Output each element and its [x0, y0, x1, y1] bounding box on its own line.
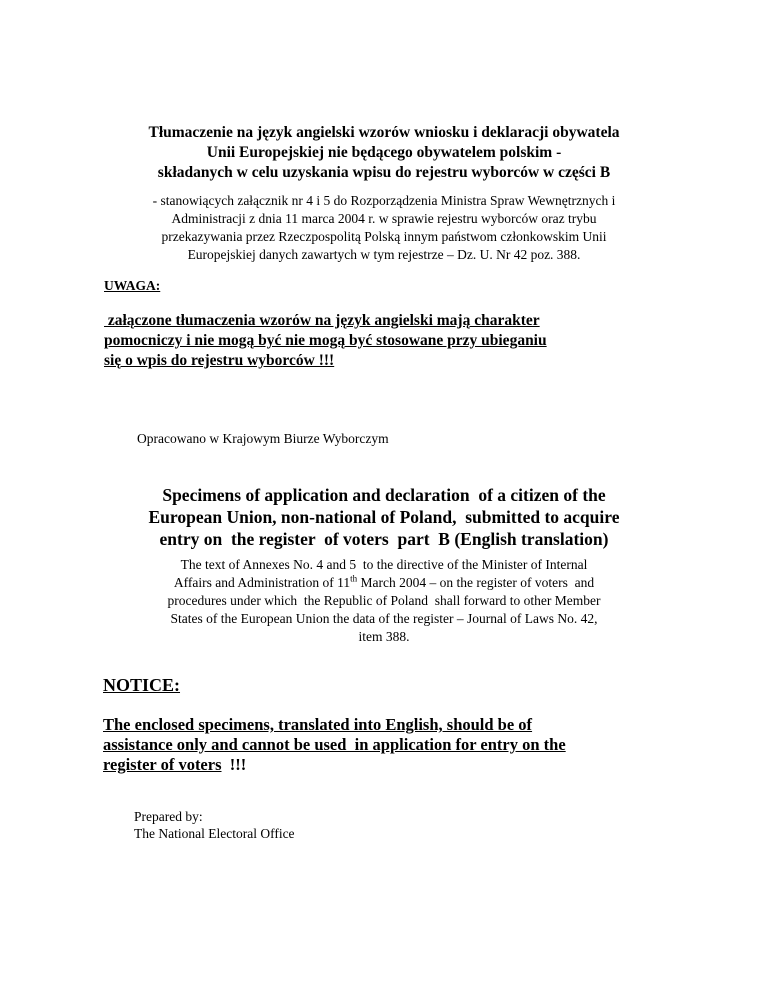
polish-title-line: składanych w celu uzyskania wpisu do rejestru wyborców w części B [157, 164, 611, 181]
polish-reference-line: Administracji z dnia 11 marca 2004 r. w sprawie rejestru wyborców oraz trybu [171, 211, 597, 226]
polish-notice-line: załączone tłumaczenia wzorów na język angielski mają charakter [104, 312, 540, 329]
english-title-line: entry on the register of voters part B (English translation) [159, 529, 609, 549]
polish-title-line: Unii Europejskiej nie będącego obywatelem polskim - [206, 144, 562, 161]
english-reference-text: March 2004 – on the register of voters and [357, 575, 595, 590]
english-reference-line [95, 574, 673, 592]
polish-title [60, 123, 708, 183]
polish-reference-line: przekazywania przez Rzeczpospolitą Polską innym państwom członkowskim Unii [161, 229, 607, 244]
polish-reference [100, 192, 668, 264]
english-notice-underlined: The enclosed specimens, translated into English, should be of [103, 715, 533, 734]
english-notice-underlined: register of voters [103, 755, 222, 774]
english-prepared-by [134, 808, 295, 842]
polish-title-line: Tłumaczenie na język angielski wzorów wniosku i deklaracji obywatela [148, 124, 620, 141]
english-reference [95, 556, 673, 646]
polish-reference-line: Europejskiej danych zawartych w tym rejestrze – Dz. U. Nr 42 poz. 388. [187, 247, 581, 262]
ordinal-suffix: th [350, 573, 358, 584]
polish-reference-line: - stanowiących załącznik nr 4 i 5 do Rozporządzenia Ministra Spraw Wewnętrznych i [152, 193, 616, 208]
polish-notice-text [104, 311, 664, 371]
english-notice-underlined: assistance only and cannot be used in application for entry on the [103, 735, 566, 754]
english-notice-tail: !!! [221, 755, 247, 774]
english-notice-label: NOTICE: [103, 675, 181, 695]
english-title-line: European Union, non-national of Poland, submitted to acquire [148, 507, 620, 527]
english-reference-line: States of the European Union the data of the register – Journal of Laws No. 42, [170, 611, 598, 626]
polish-notice-line: się o wpis do rejestru wyborców !!! [104, 352, 335, 369]
english-notice-text [103, 715, 683, 775]
polish-notice-line: pomocniczy i nie mogą być nie mogą być stosowane przy ubieganiu [104, 332, 547, 349]
english-title-line: Specimens of application and declaration of a citizen of the [162, 485, 606, 505]
english-notice-line [103, 735, 683, 755]
english-reference-line: procedures under which the Republic of Poland shall forward to other Member [167, 593, 601, 608]
english-reference-text: Affairs and Administration of 11 [173, 575, 351, 590]
english-reference-line: item 388. [358, 629, 410, 644]
english-title [80, 484, 688, 550]
english-notice-line [103, 755, 683, 775]
english-notice-line [103, 715, 683, 735]
polish-notice-label: UWAGA: [104, 278, 161, 293]
english-reference-line: The text of Annexes No. 4 and 5 to the directive of the Minister of Internal [180, 557, 588, 572]
english-prepared-org: The National Electoral Office [134, 826, 295, 841]
polish-prepared-by: Opracowano w Krajowym Biurze Wyborczym [137, 431, 389, 446]
english-prepared-label: Prepared by: [134, 809, 203, 824]
